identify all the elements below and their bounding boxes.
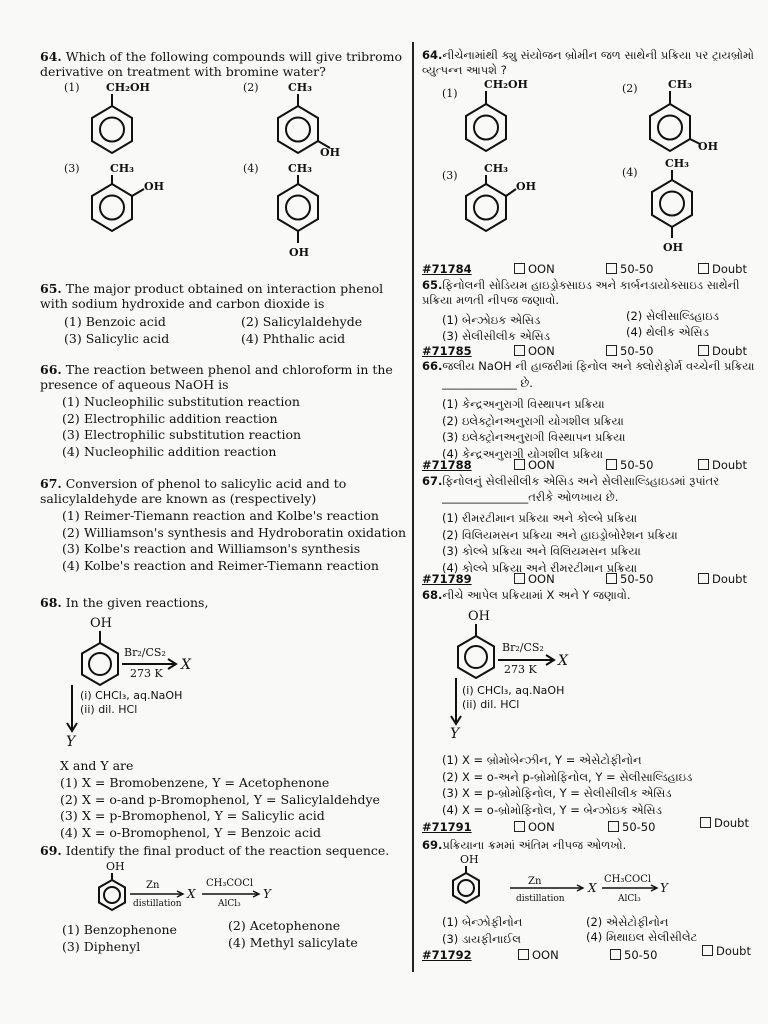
q69-product-y: Y (263, 887, 271, 901)
q64-question (40, 49, 402, 79)
q69-question (40, 843, 402, 858)
gu-q66-option-4[interactable]: (4) કેન્દ્રઅનુરાગી યોગશીલ પ્રક્રિયા (442, 446, 604, 461)
gu-q65-text: ફિનોલની સોડિયમ હાઇડ્રોક્સાઇડ અને કાર્બનડાયોક્સાઇડ સાથેની પ્રક્રિયા મળતી નીપજ જણાવો. (422, 278, 740, 307)
gu-q68-phenol-ring (458, 636, 494, 678)
gu-q68-down-reagent-2: (ii) dil. HCl (462, 698, 520, 711)
gu-q64-opt3-aromatic-circle (474, 196, 498, 220)
q69-options (62, 918, 392, 956)
gu-q69-phenol-ring (453, 873, 479, 903)
gu-q67-id: #71789 (422, 572, 472, 586)
q68-reagent-bottom: 273 K (130, 667, 163, 680)
q64-opt3-benzene-ring (92, 184, 132, 231)
q68-down-reagent-1: (i) CHCl₃, aq.NaOH (80, 689, 183, 702)
gu-q67-meta (422, 572, 768, 587)
gu-q69-number: 69. (422, 838, 443, 852)
q64-opt4-number: (4) (243, 162, 259, 175)
q64-opt1-substituent: CH₂OH (106, 81, 150, 94)
q68-question (40, 595, 402, 610)
gu-q64-opt4-aromatic-circle (660, 192, 684, 216)
q64-opt1-benzene-ring (92, 106, 132, 153)
q68-phenol-ring (82, 643, 118, 685)
gu-q66-oon[interactable]: OON (514, 458, 555, 472)
gu-q68-question (422, 588, 768, 603)
gu-q68-oon[interactable]: OON (514, 820, 555, 834)
gu-q65-options (442, 309, 768, 344)
q68-option-1[interactable]: (1) X = Bromobenzene, Y = Acetophenone (60, 775, 330, 790)
q67-question (40, 476, 402, 506)
q69-reagent1-top: Zn (146, 880, 160, 891)
gu-q64-meta (422, 262, 768, 277)
gu-q64-opt4-substituent: CH₃ (665, 157, 689, 170)
checkbox-icon (698, 573, 709, 584)
gu-q68-id: #71791 (422, 820, 472, 834)
q69-option-3[interactable]: (3) Diphenyl (62, 939, 141, 954)
gu-q65-option-3[interactable]: (3) સેલીસીલીક એસિડ (442, 329, 550, 343)
q65-option-1[interactable]: (1) Benzoic acid (64, 314, 166, 329)
checkbox-icon (608, 821, 619, 832)
q68-aromatic-circle (89, 653, 111, 675)
gu-q64-opt3-substituent: CH₃ (484, 162, 508, 175)
gu-q68-option-3[interactable]: (3) X = p-બ્રોમોફિનોલ, Y = સેલીસીલીક એસિડ (442, 786, 672, 800)
gu-q68-fifty[interactable]: 50-50 (608, 820, 655, 834)
gu-q67-text: ફિનોલનું સેલીસીલીક એસિડ અને સેલીસાલ્ડિહાઇડમાં રૂપાંતર (442, 474, 720, 488)
checkbox-icon (514, 345, 525, 356)
checkbox-icon (606, 345, 617, 356)
gu-q69-option-4[interactable]: (4) મિથાઇલ સેલીસીલેટ (586, 930, 698, 944)
gu-q69-options (442, 914, 768, 946)
gu-q65-option-2[interactable]: (2) સેલીસાલ્ડિહાઇડ (626, 309, 719, 323)
gu-q66-meta (422, 458, 768, 473)
gu-q69-doubt[interactable]: Doubt (702, 944, 751, 958)
q64-text: Which of the following compounds will give tribromo derivative on treatment with bromine water? (40, 49, 402, 79)
gu-q64-doubt[interactable]: Doubt (698, 262, 747, 276)
gu-q69-id: #71792 (422, 948, 472, 962)
q64-opt4-aromatic-circle (286, 196, 310, 220)
q68-reaction-scheme (60, 612, 260, 752)
gu-q68-reaction-scheme (446, 604, 646, 744)
gu-q68-option-2[interactable]: (2) X = o-અને p-બ્રોમોફિનોલ, Y = સેલીસાલ્ડિહાઇડ (442, 769, 693, 784)
q68-option-2[interactable]: (2) X = o-and p-Bromophenol, Y = Salicylaldehdye (60, 791, 380, 807)
gu-q69-reaction-scheme (446, 851, 706, 909)
gu-q64-text: નીચેનામાંથી ક્યુ સંયોજન બ્રોમીન જળ સાથેની પ્રક્રિયા પર ટ્રાયબ્રોમો વ્યુત્પન્ન આપશે ? (422, 48, 755, 77)
gu-q64-opt3-number: (3) (442, 169, 458, 182)
gu-q67-fifty[interactable]: 50-50 (606, 572, 653, 586)
gu-q69-oon[interactable]: OON (518, 948, 559, 962)
q64-opt1-aromatic-circle (100, 118, 124, 142)
checkbox-icon (698, 345, 709, 356)
gu-q64-opt4-oh: OH (663, 241, 683, 254)
gu-q68-options (442, 752, 692, 818)
gu-q67-option-4[interactable]: (4) કોલ્બે પ્રક્રિયા અને રીમરટીમાન પ્રક્રિયા (442, 560, 638, 575)
gu-q65-oon[interactable]: OON (514, 344, 555, 358)
q64-structures (40, 78, 402, 258)
q69-reagent2-top: CH₃COCl (206, 878, 254, 889)
gu-q64-opt2-number: (2) (622, 82, 638, 95)
q68-product-y: Y (66, 734, 76, 750)
checkbox-icon (514, 263, 525, 274)
checkbox-icon (700, 817, 711, 828)
gu-q64-opt1-benzene-ring (466, 104, 506, 151)
gu-q65-fifty[interactable]: 50-50 (606, 344, 653, 358)
q65-text: The major product obtained on interaction phenol with sodium hydroxide and carbon dioxide is (40, 281, 384, 311)
q64-opt3-oh-bond (132, 189, 144, 196)
q64-opt4-substituent: CH₃ (288, 162, 312, 175)
gu-q68-option-4[interactable]: (4) X = o-બ્રોમોફિનોલ, Y = બેન્ઝોઇક એસિડ (442, 802, 662, 817)
q64-opt2-aromatic-circle (286, 118, 310, 142)
q69-option-2[interactable]: (2) Acetophenone (228, 918, 341, 933)
gu-q64-structures (422, 76, 768, 256)
q67-option-2[interactable]: (2) Williamson's synthesis and Hydroboratin oxidation (62, 524, 407, 540)
gu-q68-product-x: X (558, 653, 568, 669)
gu-q64-opt1-number: (1) (442, 87, 458, 100)
gu-q65-option-4[interactable]: (4) થેલીક એસિડ (626, 325, 709, 339)
gu-q64-opt4-benzene-ring (652, 180, 692, 227)
q65-options (64, 314, 402, 348)
q69-number: 69. (40, 843, 62, 858)
gu-q66-fifty[interactable]: 50-50 (606, 458, 653, 472)
q64-opt2-oh: OH (320, 146, 340, 159)
q65-question (40, 281, 402, 311)
q69-phenol-ring (99, 880, 125, 910)
gu-q69-aromatic-circle (458, 880, 474, 896)
q68-number: 68. (40, 595, 62, 610)
gu-q64-fifty[interactable]: 50-50 (606, 262, 653, 276)
q65-option-2[interactable]: (2) Salicylaldehyde (241, 314, 363, 329)
gu-q68-meta (422, 816, 768, 835)
q68-option-4[interactable]: (4) X = o-Bromophenol, Y = Benzoic acid (60, 824, 321, 840)
checkbox-icon (606, 459, 617, 470)
gu-q68-option-1[interactable]: (1) X = બ્રોમોબેન્ઝીન, Y = એસેટોફીનોન (442, 753, 642, 767)
q68-down-reagent-2: (ii) dil. HCl (80, 703, 138, 716)
q65-option-3[interactable]: (3) Salicylic acid (64, 331, 170, 346)
gu-q67-question (422, 474, 768, 489)
q64-opt3-substituent: CH₃ (110, 162, 134, 175)
q64-opt2-substituent: CH₃ (288, 81, 312, 94)
gu-q69-meta (422, 944, 768, 963)
gu-q66-text: જલીય NaOH ની હાજરીમાં ફિનોલ અને ક્લોરોફોર્મ વચ્ચેની પ્રક્રિયા (442, 359, 755, 373)
gu-q68-product-y: Y (450, 726, 460, 742)
q69-option-1[interactable]: (1) Benzophenone (62, 922, 177, 937)
q66-question (40, 362, 402, 392)
gu-q68-reagent-bottom: 273 K (504, 663, 537, 676)
checkbox-icon (702, 945, 713, 956)
q69-text: Identify the final product of the reaction sequence. (65, 843, 390, 858)
gu-q69-text: પ્રક્રિયાના ક્રમમાં અંતિમ નીપજ ઓળખો. (442, 838, 627, 852)
q66-number: 66. (40, 362, 62, 377)
q64-opt4-benzene-ring (278, 184, 318, 231)
gu-q68-aromatic-circle (465, 646, 487, 668)
gu-q67-options (442, 510, 678, 576)
gu-q68-text: નીચે આપેલ પ્રક્રિયામાં X અને Y જણાવો. (442, 588, 631, 602)
q67-text: Conversion of phenol to salicylic acid and to salicylaldehyde are known as (respectively) (40, 476, 347, 506)
q66-option-1[interactable]: (1) Nucleophilic substitution reaction (62, 394, 300, 409)
q66-option-3[interactable]: (3) Electrophilic substitution reaction (62, 427, 302, 442)
gu-q69-product-y: Y (660, 881, 668, 895)
q64-opt1-number: (1) (64, 81, 80, 94)
q69-oh-label: OH (106, 860, 125, 873)
q66-options (62, 394, 301, 460)
gu-q67-oon[interactable]: OON (514, 572, 555, 586)
gu-q69-fifty[interactable]: 50-50 (610, 948, 657, 962)
q65-number: 65. (40, 281, 62, 296)
checkbox-icon (610, 949, 621, 960)
q69-reagent1-bottom: distillation (133, 899, 182, 909)
gu-q64-opt3-oh-bond (506, 189, 516, 196)
q66-text: The reaction between phenol and chloroform in the presence of aqueous NaOH is (40, 362, 393, 392)
q66-option-4[interactable]: (4) Nucleophilic addition reaction (62, 443, 277, 459)
gu-q64-oon[interactable]: OON (514, 262, 555, 276)
gu-q65-number: 65. (422, 278, 443, 292)
gu-q67-option-3[interactable]: (3) કોલ્બે પ્રક્રિયા અને વિલિયમસન પ્રક્રિયા (442, 544, 641, 558)
checkbox-icon (514, 573, 525, 584)
q66-option-2[interactable]: (2) Electrophilic addition reaction (62, 410, 278, 426)
q69-option-4[interactable]: (4) Methyl salicylate (228, 935, 358, 950)
q64-opt4-oh: OH (289, 246, 309, 259)
gu-q68-down-reagent-1: (i) CHCl₃, aq.NaOH (462, 684, 565, 697)
gu-q69-intermediate-x: X (588, 881, 597, 895)
checkbox-icon (514, 459, 525, 470)
q67-option-3[interactable]: (3) Kolbe's reaction and Williamson's synthesis (62, 541, 361, 556)
checkbox-icon (698, 263, 709, 274)
gu-q69-reagent2-top: CH₃COCl (604, 874, 652, 885)
gu-q64-opt3-oh: OH (516, 180, 536, 193)
gu-q68-oh-label: OH (468, 609, 490, 624)
gu-q67-option-1[interactable]: (1) રીમરટીમાન પ્રક્રિયા અને કોલ્બે પ્રક્રિયા (442, 511, 638, 525)
checkbox-icon (698, 459, 709, 470)
q64-opt3-oh: OH (144, 180, 164, 193)
q69-reagent2-bottom: AlCl₃ (218, 899, 241, 909)
gu-q69-reagent1-bottom: distillation (516, 894, 565, 904)
q69-aromatic-circle (104, 887, 120, 903)
q65-option-4[interactable]: (4) Phthalic acid (241, 331, 346, 346)
column-divider (412, 42, 414, 972)
q64-opt2-benzene-ring (278, 106, 318, 153)
gu-q67-blank: _______________તરીકે ઓળખાય છે. (442, 490, 619, 504)
q68-text: In the given reactions, (65, 595, 209, 610)
gu-q65-id: #71785 (422, 344, 472, 358)
q68-options (60, 775, 380, 841)
gu-q66-option-1[interactable]: (1) કેન્દ્રઅનુરાગી વિસ્થાપન પ્રક્રિયા (442, 397, 605, 411)
q68-reagent-top: Br₂/CS₂ (124, 646, 166, 659)
gu-q68-doubt[interactable]: Doubt (700, 816, 749, 830)
q64-opt3-number: (3) (64, 162, 80, 175)
gu-q68-number: 68. (422, 588, 443, 602)
gu-q67-number: 67. (422, 474, 443, 488)
q67-options (62, 508, 406, 574)
gu-q64-opt2-oh: OH (698, 140, 718, 153)
gu-q69-option-2[interactable]: (2) એસેટોફીનોન (586, 915, 669, 929)
gu-q69-option-3[interactable]: (3) ડાયફીનાઈલ (442, 932, 521, 946)
gu-q66-options (442, 396, 625, 462)
q67-option-1[interactable]: (1) Reimer-Tiemann reaction and Kolbe's reaction (62, 508, 379, 523)
gu-q64-opt1-substituent: CH₂OH (484, 78, 528, 91)
q68-option-3[interactable]: (3) X = p-Bromophenol, Y = Salicylic acid (60, 808, 325, 823)
gu-q67-option-2[interactable]: (2) વિલિયમસન પ્રક્રિયા અને હાઇડ્રોબોરેશન પ્રક્રિયા (442, 527, 678, 542)
checkbox-icon (518, 949, 529, 960)
gu-q65-doubt[interactable]: Doubt (698, 344, 747, 358)
gu-q69-option-1[interactable]: (1) બેન્ઝોફીનોન (442, 915, 523, 929)
gu-q66-option-2[interactable]: (2) ઇલેક્ટ્રોનઅનુરાગી યોગશીલ પ્રક્રિયા (442, 413, 624, 428)
gu-q66-number: 66. (422, 359, 443, 373)
gu-q69-reagent2-bottom: AlCl₃ (618, 894, 641, 904)
gu-q66-id: #71788 (422, 458, 472, 472)
q69-intermediate-x: X (187, 887, 196, 901)
gu-q66-question (422, 359, 768, 374)
gu-q64-number: 64. (422, 48, 443, 62)
gu-q64-opt2-aromatic-circle (658, 116, 682, 140)
gu-q64-opt1-aromatic-circle (474, 116, 498, 140)
gu-q65-meta (422, 344, 768, 359)
gu-q69-oh-label: OH (460, 853, 479, 866)
gu-q64-opt4-number: (4) (622, 166, 638, 179)
gu-q68-reagent-top: Br₂/CS₂ (502, 641, 544, 654)
gu-q69-reagent1-top: Zn (528, 876, 542, 887)
gu-q64-opt3-benzene-ring (466, 184, 506, 231)
gu-q64-question (422, 48, 762, 78)
gu-q65-option-1[interactable]: (1) બેન્ઝોઇક એસિડ (442, 313, 541, 327)
gu-q66-option-3[interactable]: (3) ઇલેક્ટ્રોનઅનુરાગી વિસ્થાપન પ્રક્રિયા (442, 430, 626, 444)
q68-oh-label: OH (90, 616, 112, 631)
q69-reaction-scheme (90, 858, 350, 916)
gu-q67-doubt[interactable]: Doubt (698, 572, 747, 586)
q67-number: 67. (40, 476, 62, 491)
checkbox-icon (606, 573, 617, 584)
gu-q64-id: #71784 (422, 262, 472, 276)
q64-opt3-aromatic-circle (100, 196, 124, 220)
q67-option-4[interactable]: (4) Kolbe's reaction and Reimer-Tiemann reaction (62, 557, 379, 573)
gu-q65-question (422, 278, 768, 308)
q68-lead: X and Y are (60, 758, 134, 773)
q68-product-x: X (181, 657, 191, 673)
gu-q64-opt2-benzene-ring (650, 104, 690, 151)
q64-opt2-number: (2) (243, 81, 259, 94)
q64-number: 64. (40, 49, 62, 64)
gu-q66-blank: _____________ છે. (442, 376, 533, 390)
gu-q66-doubt[interactable]: Doubt (698, 458, 747, 472)
checkbox-icon (606, 263, 617, 274)
gu-q64-opt2-substituent: CH₃ (668, 78, 692, 91)
checkbox-icon (514, 821, 525, 832)
